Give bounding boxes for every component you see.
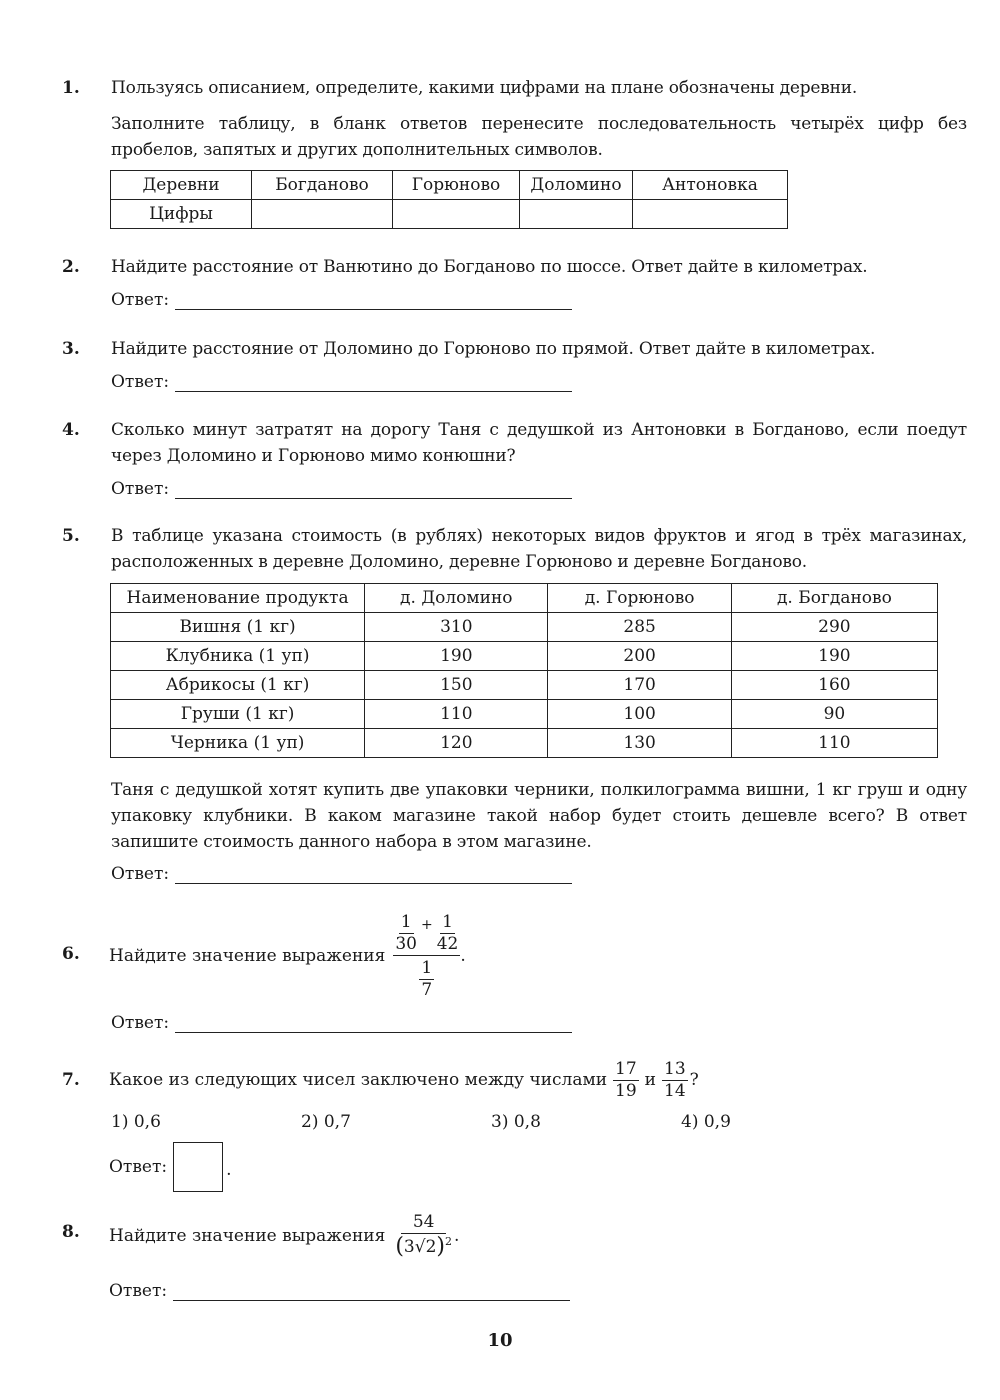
answer-line[interactable] — [175, 291, 572, 310]
option-3[interactable]: 3) 0,8 — [491, 1112, 541, 1132]
task-text-row — [109, 910, 466, 1002]
answer-label: Ответ: — [111, 479, 170, 499]
answer-line[interactable] — [175, 865, 572, 884]
product-name: Черника (1 уп) — [111, 729, 365, 758]
complex-fraction — [393, 911, 460, 1000]
denominator: 42 — [436, 933, 459, 954]
answer-label: Ответ: — [111, 864, 170, 884]
denominator — [393, 1234, 454, 1258]
denominator-base: 3√2 — [403, 1237, 437, 1257]
answer-label: Ответ: — [111, 290, 170, 310]
table-cell: Богданово — [252, 171, 393, 200]
answer-box[interactable] — [173, 1142, 223, 1192]
price-cell: 285 — [548, 613, 731, 642]
answer-field — [111, 372, 572, 392]
fraction — [393, 1214, 454, 1258]
task-text: Найдите расстояние от Ванютино до Богданово по шоссе. Ответ дайте в километрах. — [111, 257, 868, 277]
denominator: 30 — [395, 933, 417, 954]
denominator: 7 — [421, 979, 433, 1000]
price-cell: 200 — [548, 642, 731, 671]
task-text: Найдите значение выражения — [109, 1226, 386, 1246]
task-number: 2. — [62, 257, 80, 277]
numerator: 1 — [421, 957, 433, 978]
plus-sign: + — [420, 917, 433, 933]
price-cell: 100 — [548, 700, 731, 729]
prices-table — [110, 583, 938, 758]
task-text: Пользуясь описанием, определите, какими цифрами на плане обозначены деревни. — [111, 78, 858, 98]
answer-label: Ответ: — [111, 1013, 170, 1033]
fraction — [435, 911, 461, 954]
answer-field — [111, 864, 572, 884]
paren-close: ) — [436, 1234, 445, 1259]
table-cell: Деревни — [111, 171, 252, 200]
villages-digits-table — [110, 170, 788, 229]
table-cell: Цифры — [111, 200, 252, 229]
numerator: 1 — [442, 911, 453, 932]
product-name: Клубника (1 уп) — [111, 642, 365, 671]
option-1[interactable]: 1) 0,6 — [111, 1112, 161, 1132]
question-mark: ? — [689, 1070, 699, 1090]
fraction-denominator — [419, 957, 434, 1000]
column-header: д. Горюново — [548, 584, 731, 613]
denominator: 19 — [615, 1080, 637, 1101]
task-text-row — [109, 1058, 699, 1102]
task-text: Таня с дедушкой хотят купить две упаковки черники, полкилограмма вишни, 1 кг груш и одну упаковку клубники. В каком магазине такой набор будет стоить дешевле всего? В ответ запишите стоимость данного набора в этом магазине. — [111, 780, 967, 852]
numerator: 1 — [400, 911, 412, 932]
price-cell: 160 — [731, 671, 937, 700]
option-2[interactable]: 2) 0,7 — [301, 1112, 351, 1132]
price-cell: 120 — [365, 729, 548, 758]
table-row — [111, 729, 938, 758]
fraction — [613, 1058, 639, 1101]
price-cell: 130 — [548, 729, 731, 758]
fraction-numerator — [393, 911, 460, 956]
task-instructions: Заполните таблицу, в бланк ответов перенесите последовательность четырёх цифр без пробелов, запятых и других дополнительных символов. — [111, 114, 967, 160]
answer-field — [111, 1013, 572, 1033]
fraction — [393, 911, 419, 954]
answer-field — [111, 479, 572, 499]
task-number: 4. — [62, 420, 80, 440]
price-cell: 310 — [365, 613, 548, 642]
task-number: 5. — [62, 526, 80, 546]
answer-line[interactable] — [175, 373, 572, 392]
answer-field — [111, 290, 572, 310]
answer-field — [109, 1142, 232, 1192]
price-cell: 170 — [548, 671, 731, 700]
digit-input-cell[interactable] — [252, 200, 393, 229]
table-row — [111, 642, 938, 671]
paren-open: ( — [395, 1234, 404, 1259]
answer-line[interactable] — [175, 480, 572, 499]
answer-line[interactable] — [175, 1014, 572, 1033]
task-number: 8. — [62, 1222, 80, 1242]
table-cell: Горюново — [393, 171, 520, 200]
table-row — [111, 200, 788, 229]
column-header: д. Доломино — [365, 584, 548, 613]
page-number: 10 — [487, 1330, 513, 1351]
task-text-row — [109, 1208, 459, 1264]
denominator: 14 — [664, 1080, 686, 1101]
task-number: 6. — [62, 944, 80, 964]
task-number: 3. — [62, 339, 80, 359]
period: . — [453, 1226, 460, 1246]
price-cell: 110 — [365, 700, 548, 729]
answer-label: Ответ: — [111, 372, 170, 392]
table-row — [111, 171, 788, 200]
answer-options — [111, 1112, 871, 1132]
task-text: Какое из следующих чисел заключено между числами — [109, 1070, 608, 1090]
task-text: Найдите значение выражения — [109, 946, 386, 966]
task-number: 1. — [62, 78, 80, 98]
table-row — [111, 671, 938, 700]
product-name: Абрикосы (1 кг) — [111, 671, 365, 700]
table-header-row — [111, 584, 938, 613]
price-cell: 90 — [731, 700, 937, 729]
digit-input-cell[interactable] — [633, 200, 788, 229]
fraction — [662, 1058, 688, 1101]
price-cell: 290 — [731, 613, 937, 642]
price-cell: 150 — [365, 671, 548, 700]
table-cell: Антоновка — [633, 171, 788, 200]
table-cell: Доломино — [520, 171, 633, 200]
digit-input-cell[interactable] — [393, 200, 520, 229]
period: . — [226, 1160, 232, 1180]
task-text: В таблице указана стоимость (в рублях) некоторых видов фруктов и ягод в трёх магазинах, расположенных в деревне Доломино, деревне Горюново и деревне Богданово. — [111, 526, 967, 572]
column-header: Наименование продукта — [111, 584, 365, 613]
option-4[interactable]: 4) 0,9 — [681, 1112, 731, 1132]
numerator: 13 — [664, 1058, 686, 1079]
period: . — [460, 946, 466, 966]
price-cell: 190 — [365, 642, 548, 671]
answer-label: Ответ: — [109, 1157, 168, 1177]
table-row — [111, 613, 938, 642]
column-header: д. Богданово — [731, 584, 937, 613]
answer-line[interactable] — [173, 1282, 570, 1301]
table-row — [111, 700, 938, 729]
task-number: 7. — [62, 1070, 80, 1090]
price-cell: 110 — [731, 729, 937, 758]
numerator: 54 — [401, 1214, 447, 1234]
conjunction: и — [644, 1070, 657, 1090]
task-text: Найдите расстояние от Доломино до Горюново по прямой. Ответ дайте в километрах. — [111, 339, 876, 359]
product-name: Вишня (1 кг) — [111, 613, 365, 642]
task-text: Сколько минут затратят на дорогу Таня с дедушкой из Антоновки в Богданово, если поедут через Доломино и Горюново мимо конюшни? — [111, 420, 967, 466]
digit-input-cell[interactable] — [520, 200, 633, 229]
answer-field — [109, 1281, 570, 1301]
exponent: 2 — [444, 1235, 452, 1248]
price-cell: 190 — [731, 642, 937, 671]
numerator: 17 — [615, 1058, 637, 1079]
product-name: Груши (1 кг) — [111, 700, 365, 729]
answer-label: Ответ: — [109, 1281, 168, 1301]
